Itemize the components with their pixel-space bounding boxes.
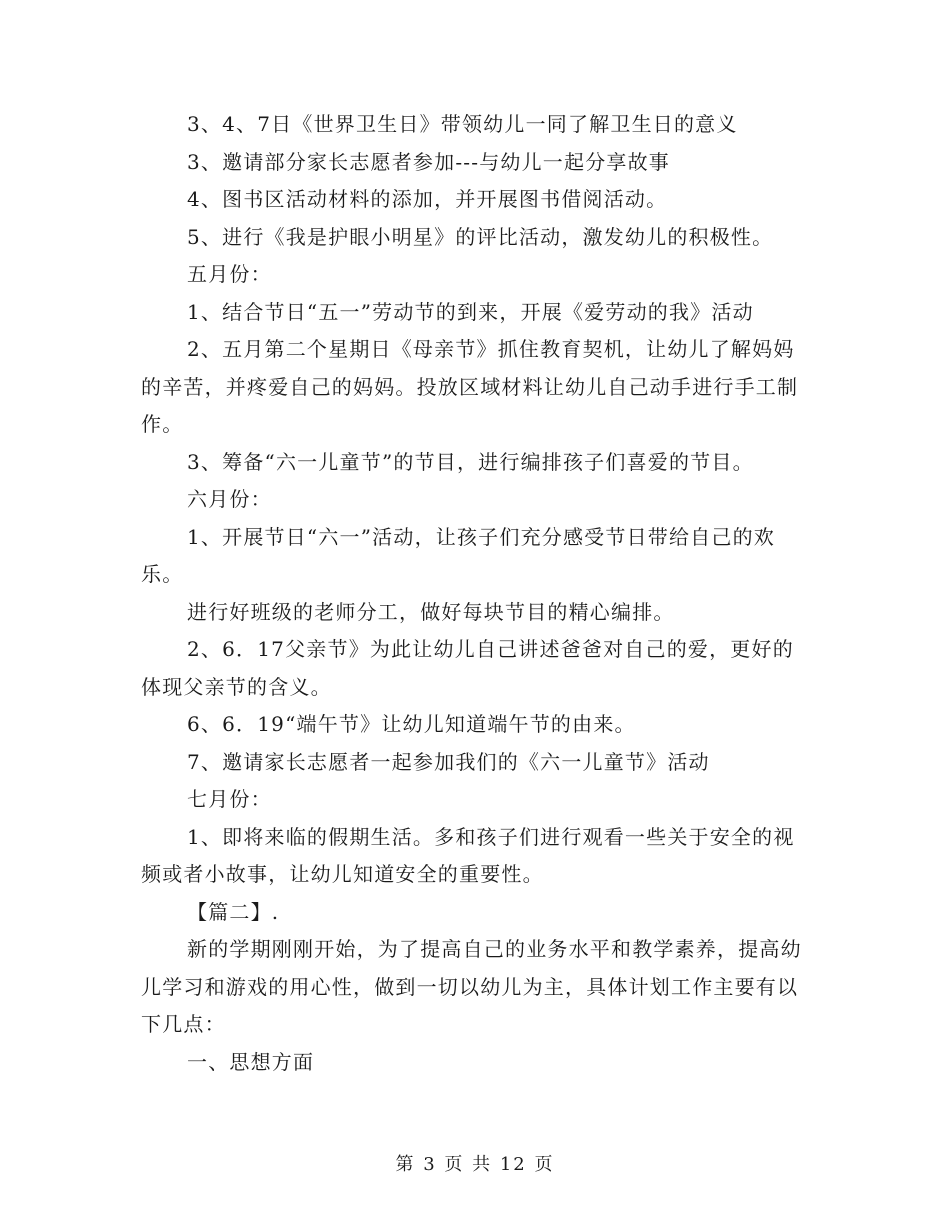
page-number-footer: 第 3 页 共 12 页 bbox=[395, 1154, 555, 1175]
paragraph: 5、进行《我是护眼小明星》的评比活动，激发幼儿的积极性。 bbox=[187, 224, 774, 249]
paragraph: 进行好班级的老师分工，做好每块节目的精心编排。 bbox=[187, 599, 675, 624]
document-body bbox=[141, 106, 811, 1081]
paragraph: 3、邀请部分家长志愿者参加---与幼儿一起分享故事 bbox=[187, 149, 670, 174]
section-heading-june: 六月份： bbox=[187, 487, 272, 511]
section-heading-thoughts: 一、思想方面 bbox=[187, 1049, 315, 1074]
paragraph: 7、邀请家长志愿者一起参加我们的《六一儿童节》活动 bbox=[187, 749, 710, 774]
paragraph: 1、即将来临的假期生活。多和孩子们进行观看一些关于安全的视频或者小故事，让幼儿知道安全的重要性。 bbox=[141, 824, 795, 886]
section-heading-may: 五月份： bbox=[187, 262, 272, 286]
paragraph: 6、6．19“端午节》让幼儿知道端午节的由来。 bbox=[187, 712, 636, 736]
paragraph: 1、开展节日“六一”活动，让孩子们充分感受节日带给自己的欢乐。 bbox=[141, 524, 775, 586]
paragraph: 1、结合节日“五一”劳动节的到来，开展《爱劳动的我》活动 bbox=[187, 299, 754, 324]
paragraph: 3、筹备“六一儿童节”的节目，进行编排孩子们喜爱的节目。 bbox=[187, 449, 754, 474]
paragraph: 4、图书区活动材料的添加，并开展图书借阅活动。 bbox=[187, 187, 668, 211]
paragraph: 新的学期刚刚开始，为了提高自己的业务水平和教学素养，提高幼儿学习和游戏的用心性，做到一切以幼儿为主，具体计划工作主要有以下几点： bbox=[141, 937, 802, 1036]
part-heading: 【篇二】. bbox=[187, 899, 280, 924]
paragraph: 3、4、7日《世界卫生日》带领幼儿一同了解卫生日的意义 bbox=[187, 112, 738, 136]
paragraph: 2、五月第二个星期日《母亲节》抓住教育契机，让幼儿了解妈妈的辛苦，并疼爱自己的妈妈。投放区域材料让幼儿自己动手进行手工制作。 bbox=[141, 337, 799, 436]
section-heading-july: 七月份： bbox=[187, 787, 272, 811]
paragraph: 2、6．17父亲节》为此让幼儿自己讲述爸爸对自己的爱，更好的体现父亲节的含义。 bbox=[141, 637, 794, 699]
